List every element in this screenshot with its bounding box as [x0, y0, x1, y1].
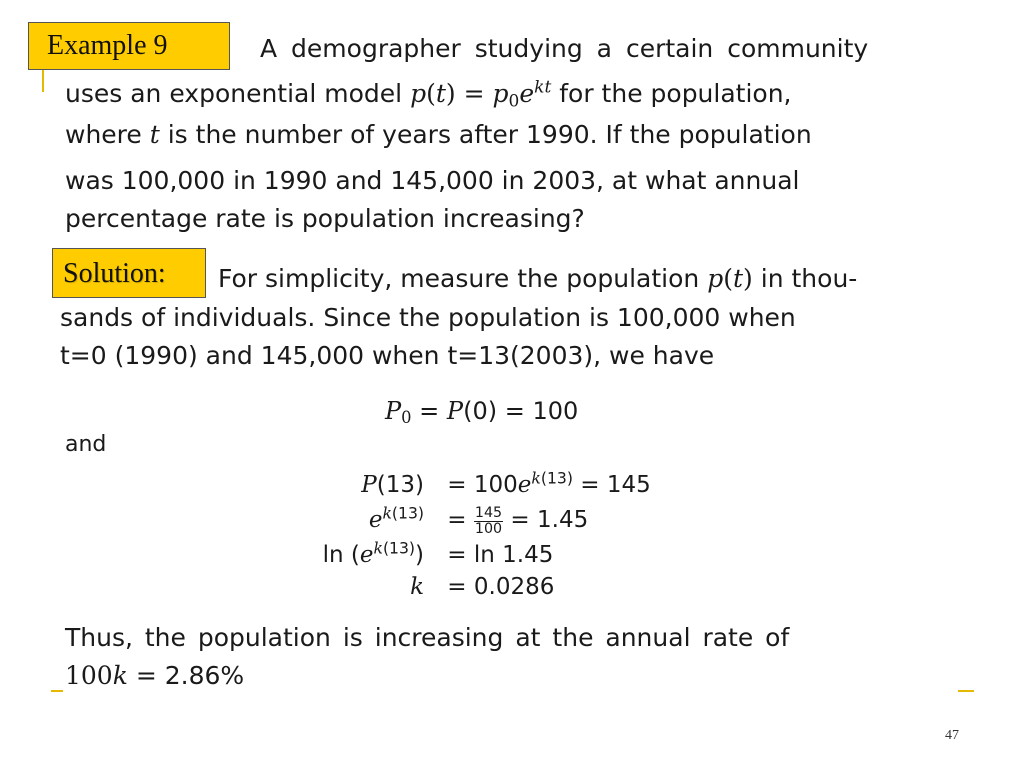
- problem-line-5: percentage rate is population increasing?: [65, 204, 585, 233]
- conclusion-line-1: Thus, the population is increasing at the annual rate of: [65, 623, 790, 652]
- problem-line-3: [65, 120, 812, 150]
- problem-line-3a: where: [65, 120, 150, 149]
- decorative-tick-right: [958, 690, 974, 692]
- model-formula: $p(t) = p_0e^{kt}$: [410, 77, 552, 112]
- problem-line-4: was 100,000 in 1990 and 145,000 in 2003, at what annual: [65, 166, 800, 195]
- problem-line-2a: uses an exponential model: [65, 79, 411, 108]
- equation-initial: $P_0 = P(0) = 100$: [385, 397, 579, 428]
- solution-line-1b: in thou-: [752, 264, 858, 293]
- problem-line-2: [65, 77, 792, 112]
- example-label: Example 9: [28, 22, 230, 70]
- decorative-tick-left: [51, 690, 63, 692]
- problem-line-1: A demographer studying a certain community: [260, 34, 869, 63]
- problem-line-2b: for the population,: [551, 79, 792, 108]
- solution-line-2: sands of individuals. Since the population is 100,000 when: [60, 303, 796, 332]
- decorative-bar: [42, 70, 44, 92]
- conclusion-result: = 2.86%: [127, 661, 245, 690]
- and-word: and: [65, 432, 107, 457]
- problem-line-3b: is the number of years after 1990. If the population: [159, 120, 812, 149]
- solution-line-3: t=0 (1990) and 145,000 when t=13(2003), we have: [60, 341, 715, 370]
- population-function: p(t): [707, 264, 753, 293]
- solution-line-1a: For simplicity, measure the population: [218, 264, 708, 293]
- page-number: 47: [945, 728, 959, 743]
- solution-label: Solution:: [52, 248, 206, 298]
- variable-t: t: [149, 120, 160, 149]
- conclusion-line-2: 100k = 2.86%: [65, 661, 245, 690]
- solution-line-1: [218, 264, 857, 294]
